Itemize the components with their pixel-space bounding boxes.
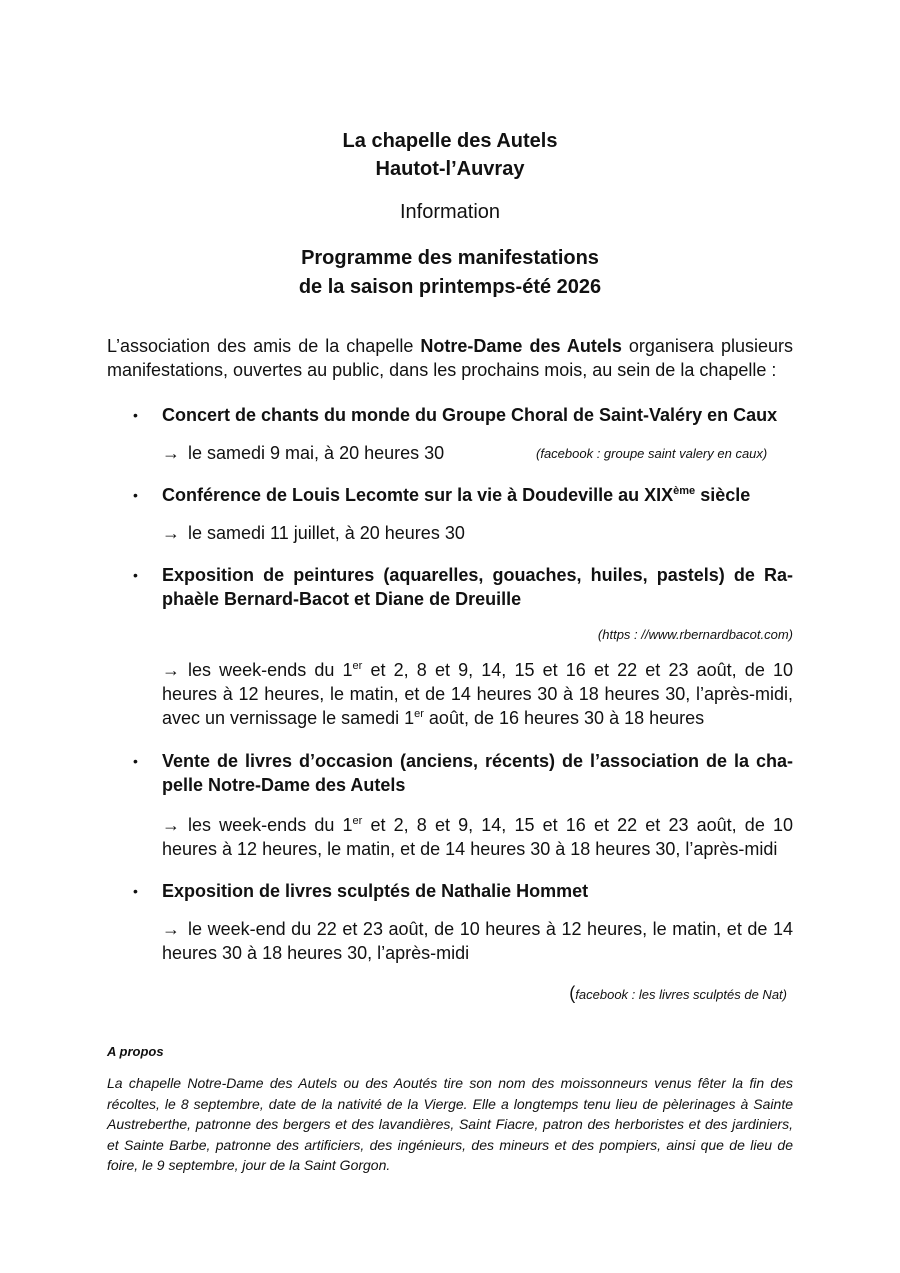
arrow-icon: → xyxy=(162,815,180,835)
event-date-sup-1: er xyxy=(352,660,363,672)
bullet-icon: • xyxy=(133,407,138,423)
programme-heading xyxy=(0,244,900,302)
intro-chapel-name: Notre-Dame des Autels xyxy=(420,336,622,356)
event-title: Exposition de livres sculptés de Nathalie Hommet xyxy=(162,881,589,901)
arrow-icon: → xyxy=(162,443,180,463)
event-conference xyxy=(162,483,793,507)
intro-text-before: L’association des amis de la chapelle xyxy=(107,336,421,356)
event-painting-exhibition xyxy=(162,563,793,611)
event-title-text: Conférence de Louis Lecomte sur la vie à Doudeville au XIX xyxy=(162,485,674,505)
bullet-icon: • xyxy=(133,883,138,899)
event-link xyxy=(569,984,787,1004)
event-date-line xyxy=(162,917,793,965)
event-book-sale xyxy=(162,749,793,797)
bullet-icon: • xyxy=(133,753,138,769)
event-link: (facebook : groupe saint valery en caux) xyxy=(536,446,768,461)
event-date-line xyxy=(162,813,793,861)
event-date-sup-2: er xyxy=(414,708,424,720)
intro-paragraph xyxy=(107,334,793,382)
arrow-icon: → xyxy=(162,660,180,680)
apropos-paragraph: La chapelle Notre-Dame des Autels ou des Aoutés tire son nom des moissonneurs venus fêter la fin des récoltes, le 8 septembre, date de la nativité de la Vierge. Elle a longtemps tenu lieu de pèlerinages à Sainte Austreberthe, patronne des bergers et des lavandières, Saint Fiacre, patron des herboristes et des jardiniers, et Sainte Barbe, patronne des artificiers, des ingénieurs, des mineurs et des pompiers, ainsi que de lieu de foire, le 9 septembre, jour de la Saint Gorgon. xyxy=(107,1075,793,1173)
title-line-2: Hautot-l’Auvray xyxy=(375,158,525,180)
arrow-icon: → xyxy=(162,523,180,543)
event-link: (https : //www.rbernardbacot.com) xyxy=(597,627,793,642)
event-title xyxy=(162,483,793,507)
event-date: le samedi 9 mai, à 20 heures 30 xyxy=(188,443,445,463)
event-title: Concert de chants du monde du Groupe Choral de Saint-Valéry en Caux xyxy=(162,405,778,425)
event-date-line xyxy=(162,658,793,730)
event-link-text: facebook : les livres sculptés de Nat) xyxy=(575,987,787,1002)
intro-text-after: organisera plusieurs manifestations, ouvertes au public, dans les prochains mois, au sein de la chapelle : xyxy=(107,336,793,380)
apropos-heading: A propos xyxy=(107,1044,164,1059)
event-title-sup: ème xyxy=(673,485,696,497)
bullet-icon: • xyxy=(133,567,138,583)
event-date: le week-end du 22 et 23 août, de 10 heures à 12 heures, le matin, et de 14 heures 30 à 18 heures 30, l’après-midi xyxy=(162,919,793,963)
document-title xyxy=(0,127,900,183)
event-link-paren: ( xyxy=(569,983,576,1003)
event-date-part-1: les week-ends du 1 xyxy=(188,815,353,835)
event-concert xyxy=(162,403,793,427)
event-date-part-1: les week-ends du 1 xyxy=(188,660,353,680)
event-date-part-2: et 2, 8 et 9, 14, 15 et 16 et 22 et 23 août, de 10 heures à 12 heures, le matin, et de 14 heures 30 à 18 heures 30, l’après-midi, avec un vernissage le samedi 1 xyxy=(162,660,794,728)
event-date-sup-1: er xyxy=(352,815,363,827)
bullet-icon: • xyxy=(133,487,138,503)
arrow-icon: → xyxy=(162,919,180,939)
title-line-1: La chapelle des Autels xyxy=(342,130,558,152)
event-sculpted-books xyxy=(162,879,793,903)
event-title-end: siècle xyxy=(695,485,751,505)
event-date-line xyxy=(162,521,793,545)
event-date-part-3: août, de 16 heures 30 à 18 heures xyxy=(423,708,705,728)
programme-line-2: de la saison printemps-été 2026 xyxy=(298,276,602,298)
event-date: le samedi 11 juillet, à 20 heures 30 xyxy=(188,523,465,543)
programme-line-1: Programme des manifestations xyxy=(301,247,599,269)
information-label: Information xyxy=(399,201,501,223)
event-title: Vente de livres d’occasion (anciens, récents) de l’association de la chapelle Notre-Dame des Autels xyxy=(162,751,793,795)
event-date-part-2: et 2, 8 et 9, 14, 15 et 16 et 22 et 23 août, de 10 heures à 12 heures, le matin, et de 14 heures 30 à 18 heures 30, l’après-midi xyxy=(162,815,794,859)
event-title: Exposition de peintures (aquarelles, gouaches, huiles, pastels) de Raphaèle Bernard-Bacot et Diane de Dreuille xyxy=(162,565,793,609)
